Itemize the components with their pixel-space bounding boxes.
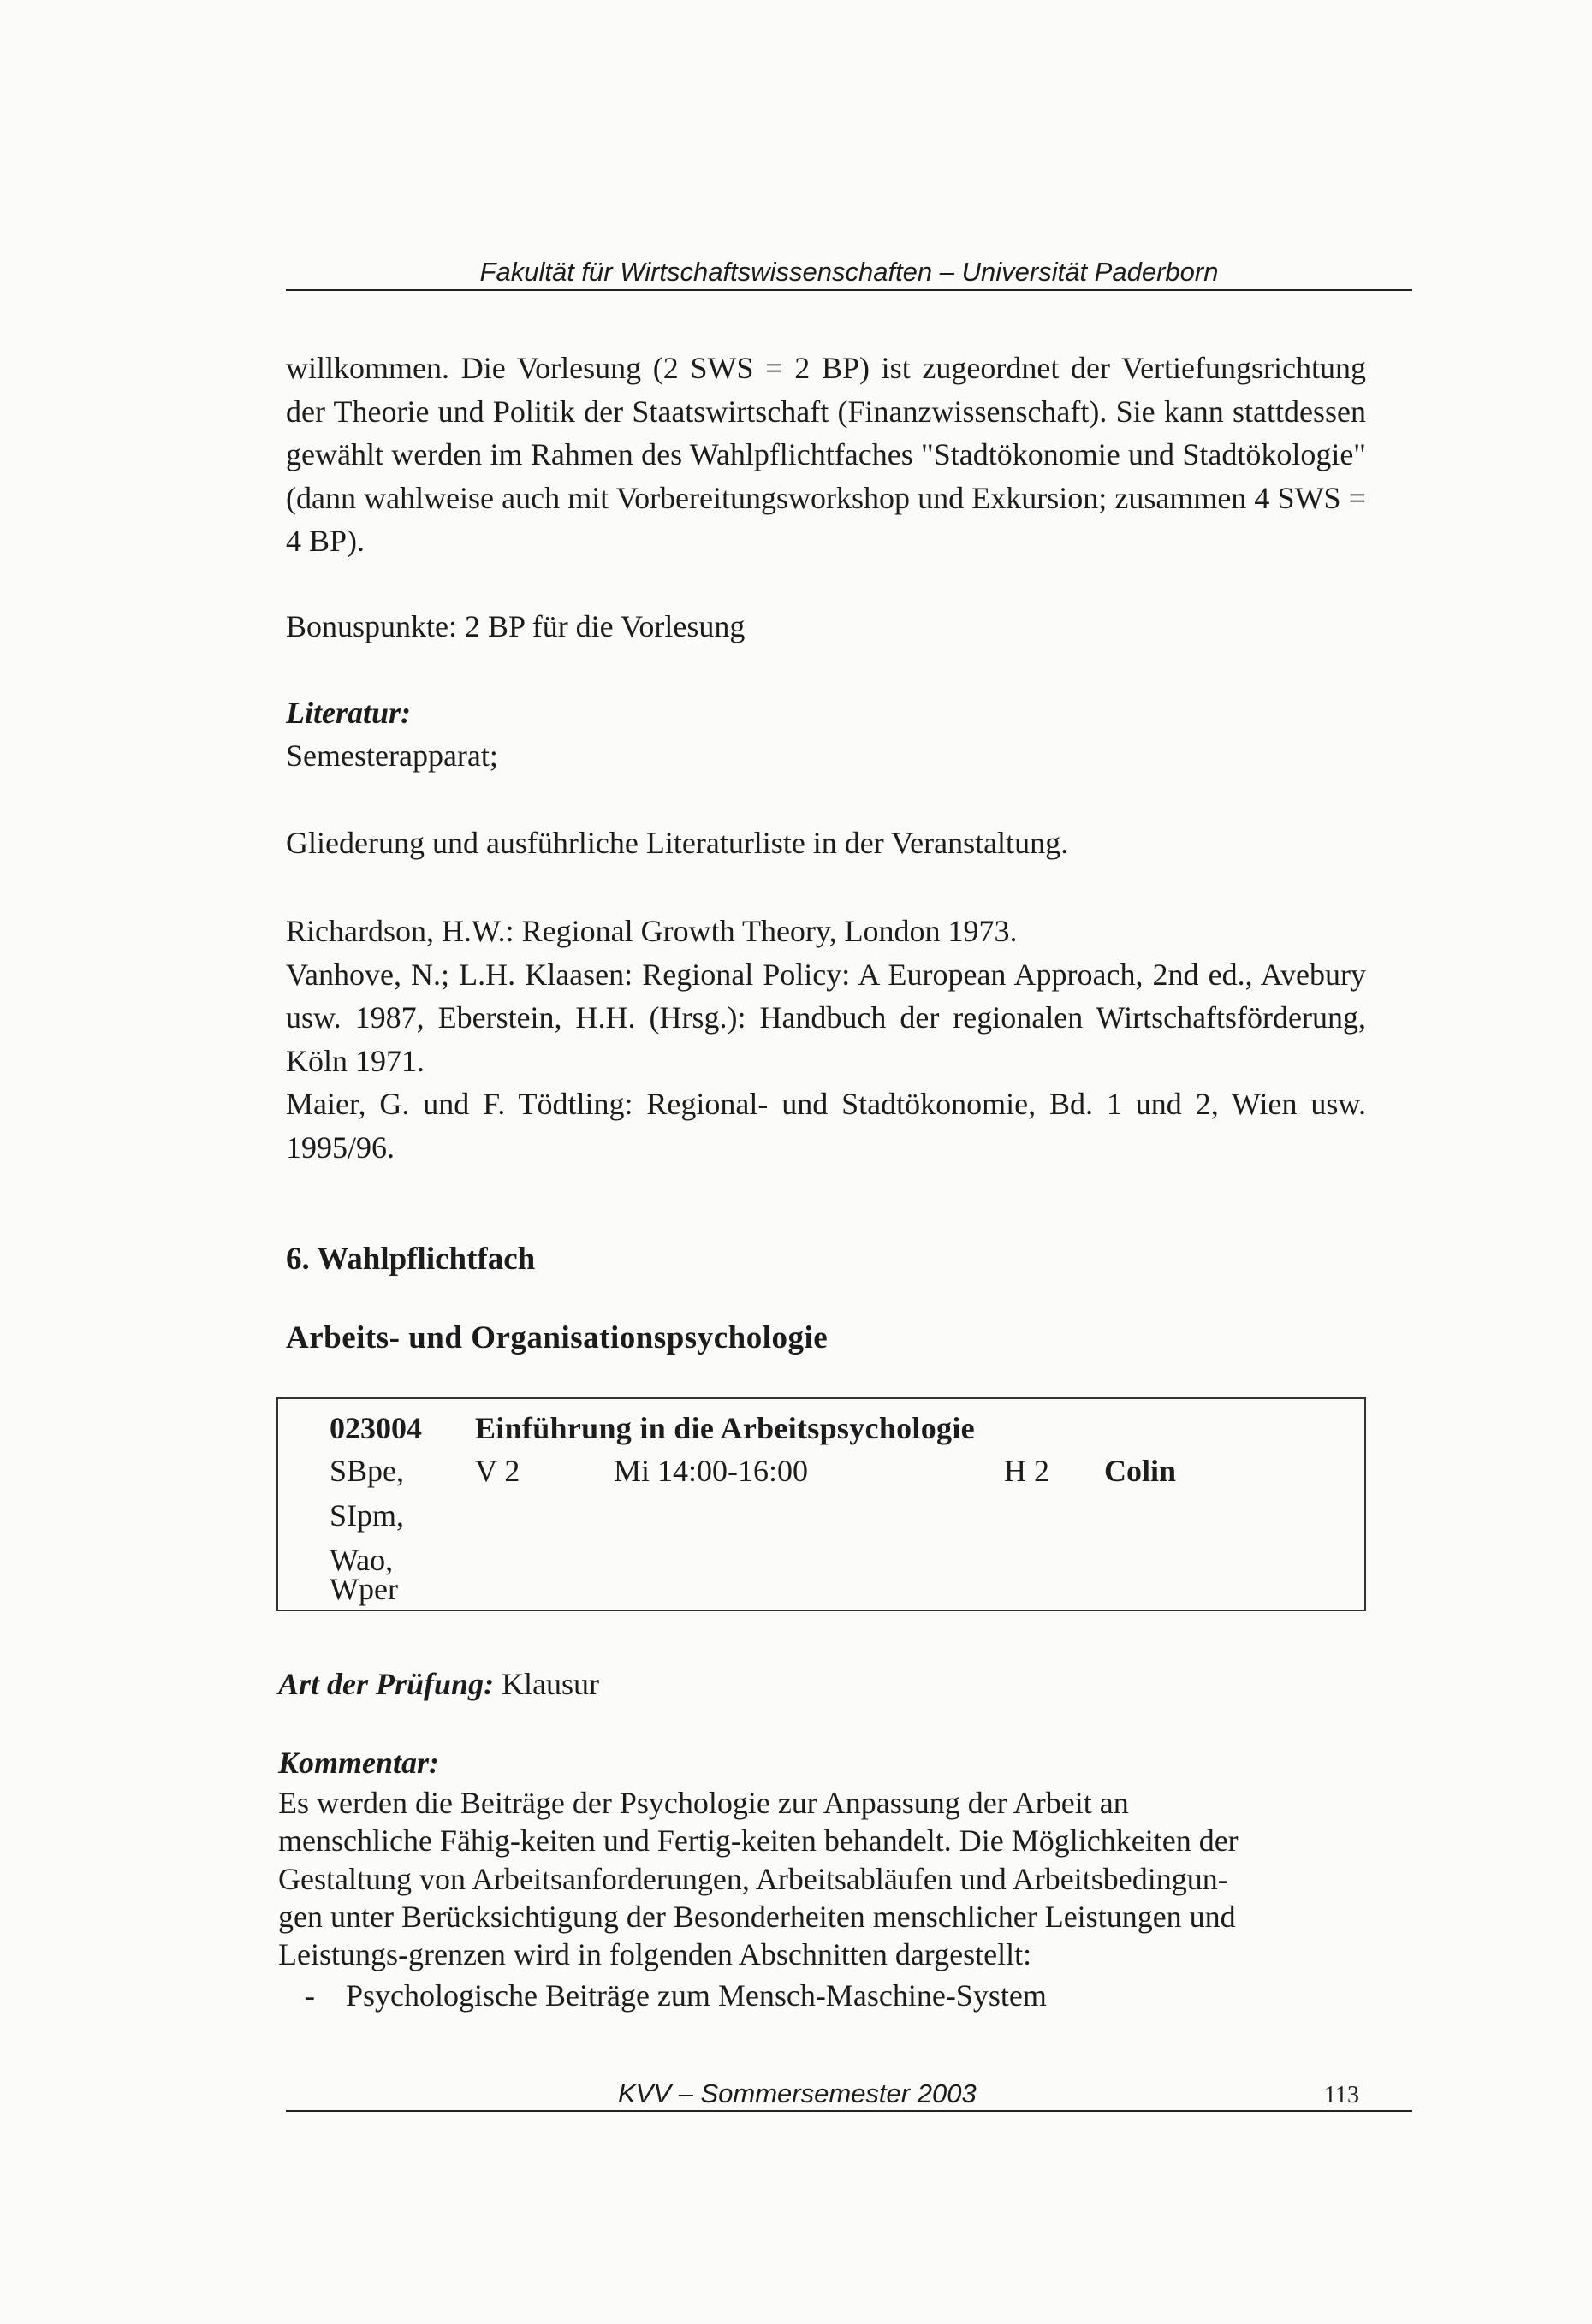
course-lecturer: Colin	[1104, 1454, 1177, 1488]
page-number: 113	[1324, 2082, 1359, 2108]
page-footer	[286, 2078, 1412, 2112]
reference-list	[286, 910, 1366, 1169]
commentary-line: menschliche Fähig-keiten und Fertig-keiten behandelt. Die Möglichkeiten der	[278, 1823, 1239, 1859]
course-room: H 2	[1004, 1454, 1049, 1488]
commentary-text	[278, 1784, 1358, 1973]
commentary-bullet	[305, 1977, 1047, 2014]
header-title: Fakultät für Wirtschaftswissenschaften – Universität Paderborn	[479, 257, 1219, 287]
course-code: SBpe,	[330, 1454, 405, 1488]
reference-item: Maier, G. und F. Tödtling: Regional- und Stadtökonomie, Bd. 1 und 2, Wien usw. 1995/96.	[286, 1087, 1366, 1165]
literature-heading: Literatur:	[286, 696, 412, 730]
course-time: Mi 14:00-16:00	[614, 1454, 809, 1488]
reference-item: Vanhove, N.; L.H. Klaasen: Regional Policy: A European Approach, 2nd ed., Avebury usw. 1987, Eberstein, H.H. (Hrsg.): Handbuch der regionalen Wirtschaftsförderung, Köln 1971.	[286, 957, 1366, 1078]
commentary-line: Leistungs-grenzen wird in folgenden Abschnitten dargestellt:	[278, 1937, 1032, 1972]
bullet-text: Psychologische Beiträge zum Mensch-Maschine-System	[346, 1978, 1047, 2013]
exam-type	[278, 1663, 599, 1705]
intro-paragraph: willkommen. Die Vorlesung (2 SWS = 2 BP) ist zugeordnet der Vertiefungsrichtung der Theorie und Politik der Staatswirtschaft (Finanzwissenschaft). Sie kann stattdessen gewählt werden im Rahmen des Wahlpflichtfaches "Stadtökonomie und Stadtökologie" (dann wahlweise auch mit Vorbereitungsworkshop und Exkursion; zusammen 4 SWS = 4 BP).	[286, 351, 1366, 558]
literature-item: Gliederung und ausführliche Literaturliste in der Veranstaltung.	[286, 826, 1069, 860]
commentary-line: gen unter Berücksichtigung der Besonderheiten menschlicher Leistungen und	[278, 1899, 1236, 1934]
exam-label: Art der Prüfung:	[278, 1667, 495, 1701]
commentary-line: Es werden die Beiträge der Psychologie zur Anpassung der Arbeit an	[278, 1786, 1129, 1820]
course-type: V 2	[475, 1454, 520, 1488]
section-heading: 6. Wahlpflichtfach	[286, 1242, 536, 1277]
footer-title: KVV – Sommersemester 2003	[618, 2078, 977, 2108]
course-number: 023004	[330, 1411, 422, 1445]
course-box	[276, 1397, 1366, 1611]
exam-value: Klausur	[502, 1667, 600, 1701]
literature-item: Semesterapparat;	[286, 738, 498, 773]
reference-item: Richardson, H.W.: Regional Growth Theory, London 1973.	[286, 914, 1018, 948]
commentary-heading: Kommentar:	[278, 1746, 440, 1780]
course-code: Wao,	[330, 1543, 394, 1577]
bullet-dash: -	[305, 1978, 315, 2013]
course-code: SIpm,	[330, 1498, 405, 1533]
subject-heading: Arbeits- und Organisationspsychologie	[286, 1320, 829, 1355]
course-title: Einführung in die Arbeitspsychologie	[475, 1411, 975, 1445]
course-code: Wper	[330, 1572, 398, 1606]
bonus-points: Bonuspunkte: 2 BP für die Vorlesung	[286, 609, 746, 643]
page-header	[286, 255, 1412, 291]
commentary-line: Gestaltung von Arbeitsanforderungen, Arbeitsabläufen und Arbeitsbedingun-	[278, 1861, 1228, 1896]
